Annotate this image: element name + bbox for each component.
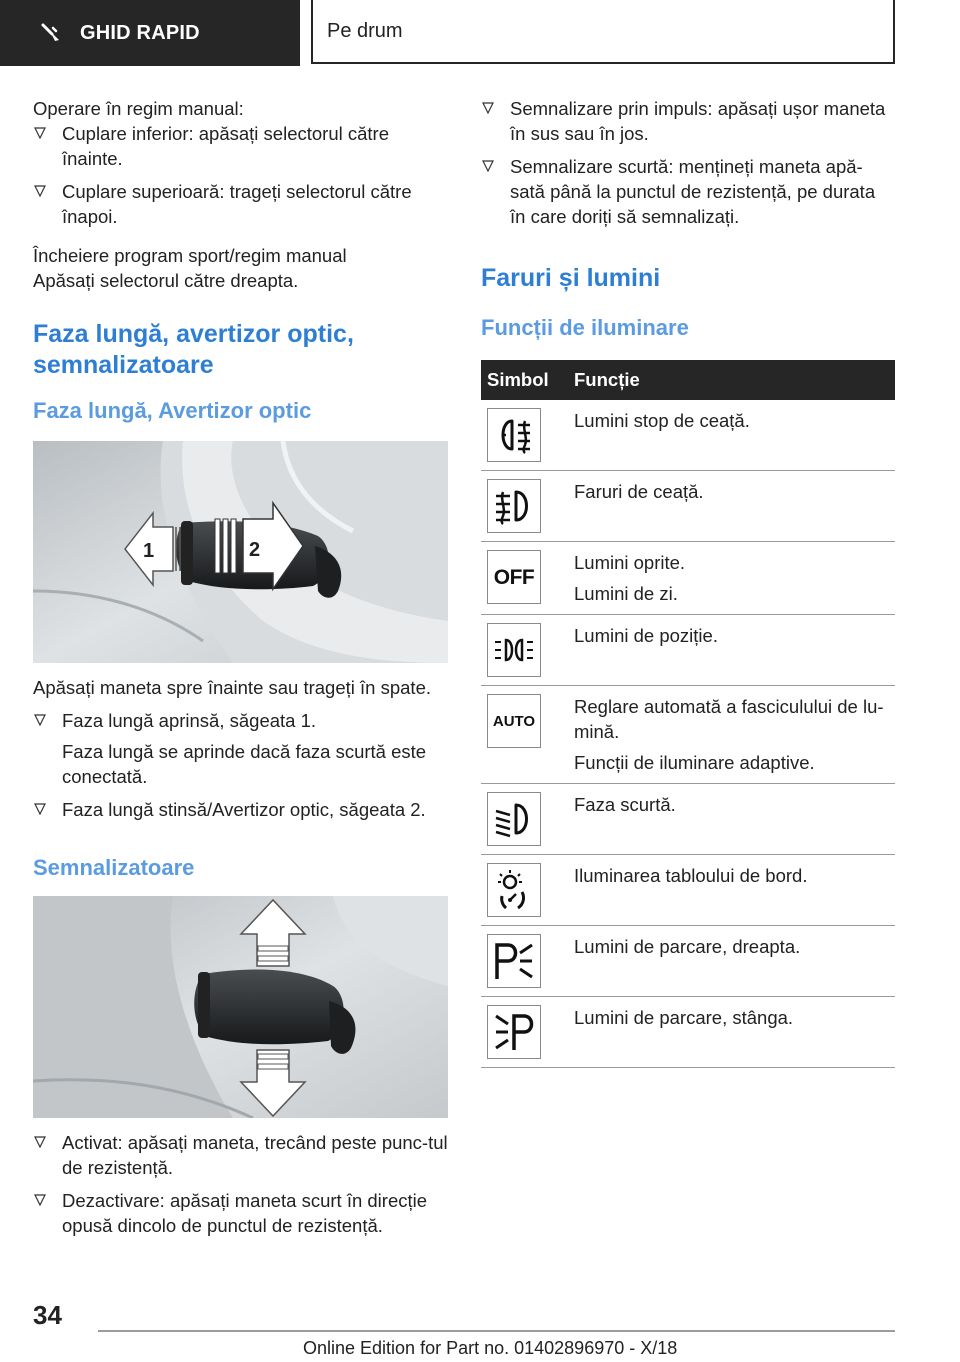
low-beam-icon — [487, 792, 541, 846]
subsection-title-high-beam: Faza lungă, Avertizor optic — [33, 398, 312, 423]
turn-signal-stalk-illustration — [33, 896, 448, 1118]
bullet-triangle-icon — [34, 803, 46, 815]
quick-guide-icon — [40, 22, 62, 44]
lighting-functions-table — [481, 360, 895, 1068]
signal-list-right — [481, 96, 895, 229]
section-title-lights: Faruri și lumini — [481, 264, 661, 292]
table-row: AUTO Reglare automată a fasciculului de lu-mină. Funcții de iluminare adaptive. — [481, 686, 895, 784]
header-chapter-title: Pe drum — [327, 19, 403, 42]
list-item: Faza lungă stinsă/Avertizor optic, săgeata 2. — [33, 797, 448, 822]
section-title-beam: Faza lungă, avertizor optic, semnalizatoare — [33, 320, 354, 379]
table-header-row — [481, 360, 895, 400]
header-chapter-box — [311, 0, 895, 64]
front-fog-light-icon — [487, 479, 541, 533]
column-header-symbol: Simbol — [481, 360, 574, 400]
end-program-text: Apăsați selectorul către dreapta. — [33, 270, 299, 291]
instrument-lighting-icon — [487, 863, 541, 917]
bullet-triangle-icon — [34, 127, 46, 139]
bullet-triangle-icon — [482, 102, 494, 114]
parking-light-left-icon — [487, 1005, 541, 1059]
footer-edition: Online Edition for Part no. 01402896970 - X/18 — [303, 1338, 678, 1358]
manual-list — [33, 121, 448, 229]
stalk-drawing — [33, 441, 448, 663]
auto-icon: AUTO — [487, 694, 541, 748]
bullet-triangle-icon — [482, 160, 494, 172]
arrow-1-label: 1 — [143, 540, 155, 562]
table-row: Lumini de parcare, stânga. — [481, 997, 895, 1068]
off-icon: OFF — [487, 550, 541, 604]
end-program-title: Încheiere program sport/regim manual — [33, 245, 347, 266]
list-item: Cuplare inferior: apăsați selectorul către înainte. — [33, 121, 448, 171]
signal-list-left — [33, 1130, 448, 1238]
subsection-title-turn-signals: Semnalizatoare — [33, 855, 195, 880]
list-item: Faza lungă aprinsă, săgeata 1. Faza lungă se aprinde dacă faza scurtă este conectată. — [33, 708, 448, 789]
table-row: Lumini de poziție. — [481, 615, 895, 686]
table-row: Faruri de ceață. — [481, 471, 895, 542]
left-column — [33, 96, 448, 1246]
header-section-tab[interactable] — [0, 0, 300, 66]
arrow-2-label: 2 — [249, 539, 261, 561]
table-row: OFF Lumini oprite. Lumini de zi. — [481, 542, 895, 615]
list-item: Cuplare superioară: trageți selectorul către înapoi. — [33, 179, 448, 229]
list-item: Semnalizare prin impuls: apăsați ușor maneta în sus sau în jos. — [481, 96, 895, 146]
list-item: Activat: apăsați maneta, trecând peste punc-tul de rezistență. — [33, 1130, 448, 1180]
high-beam-stalk-illustration — [33, 441, 448, 663]
parking-light-right-icon — [487, 934, 541, 988]
manual-intro: Operare în regim manual: — [33, 98, 244, 119]
bullet-triangle-icon — [34, 185, 46, 197]
table-row: Lumini stop de ceață. — [481, 400, 895, 471]
stalk-drawing — [33, 896, 448, 1118]
figure-caption: Apăsați maneta spre înainte sau trageți în spate. — [33, 677, 431, 698]
position-lights-icon — [487, 623, 541, 677]
beam-list — [33, 708, 448, 822]
rear-fog-light-icon — [487, 408, 541, 462]
header-section-title: GHID RAPID — [80, 21, 200, 44]
footer-divider — [98, 1330, 895, 1332]
list-item: Semnalizare scurtă: mențineți maneta apă-sată până la punctul de rezistență, pe durata în care doriți să semnalizați. — [481, 154, 895, 229]
bullet-triangle-icon — [34, 714, 46, 726]
page-number: 34 — [33, 1300, 62, 1330]
table-row: Lumini de parcare, dreapta. — [481, 926, 895, 997]
bullet-triangle-icon — [34, 1136, 46, 1148]
bullet-triangle-icon — [34, 1194, 46, 1206]
table-row: Iluminarea tabloului de bord. — [481, 855, 895, 926]
table-row: Faza scurtă. — [481, 784, 895, 855]
column-header-function: Funcție — [574, 360, 895, 400]
right-column — [481, 96, 895, 1068]
list-item: Dezactivare: apăsați maneta scurt în direcție opusă dincolo de punctul de rezistență. — [33, 1188, 448, 1238]
subsection-title-lighting-functions: Funcții de iluminare — [481, 315, 689, 340]
